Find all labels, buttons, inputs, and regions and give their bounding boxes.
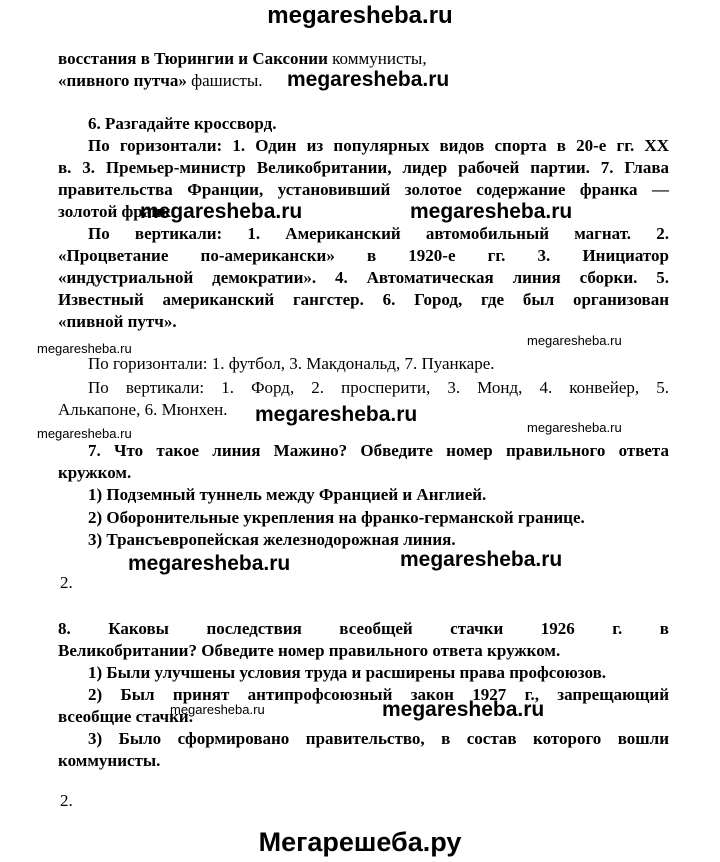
intro-line-2 bbox=[58, 70, 263, 92]
watermark-small-5: megaresheba.ru bbox=[170, 702, 265, 717]
task6-horizontal-line-2: в. 3. Премьер-министр Великобритании, лидер рабочей партии. 7. Глава bbox=[58, 158, 669, 177]
watermark-small-2: megaresheba.ru bbox=[37, 341, 132, 356]
watermark-small-1: megaresheba.ru bbox=[527, 333, 622, 348]
task8-option-3-line-1: 3) Было сформировано правительство, в состав которого вошли bbox=[88, 729, 669, 748]
task8-option-2-line-2: всеобщие стачки. bbox=[58, 707, 193, 726]
watermark-5: megaresheba.ru bbox=[128, 552, 291, 575]
task8-option-3 bbox=[58, 728, 669, 772]
task8-question-line-2: Великобритании? Обведите номер правильного ответа кружком. bbox=[58, 641, 561, 660]
task6-answer-horizontal: По горизонтали: 1. футбол, 3. Макдональд, 7. Пуанкаре. bbox=[88, 354, 495, 373]
footer-watermark: Мегарешеба.ру bbox=[258, 827, 462, 857]
task6-vertical bbox=[58, 223, 669, 333]
task8-question bbox=[58, 618, 669, 662]
watermark-6: megaresheba.ru bbox=[400, 548, 563, 571]
intro-line-1-rest: коммунисты, bbox=[327, 49, 427, 68]
watermark-4: megaresheba.ru bbox=[255, 403, 418, 426]
task7-option-2: 2) Оборонительные укрепления на франко-германской границе. bbox=[88, 508, 585, 527]
task8-question-line-1: 8. Каковы последствия всеобщей стачки 1926 г. в bbox=[58, 619, 669, 638]
intro-line-1-bold: восстания в Тюрингии и Саксонии bbox=[58, 49, 328, 68]
watermark-1: megaresheba.ru bbox=[287, 68, 450, 91]
task8-option-1: 1) Были улучшены условия труда и расширены права профсоюзов. bbox=[88, 663, 607, 682]
task7-question-line-1: 7. Что такое линия Мажино? Обведите номер правильного ответа bbox=[88, 441, 669, 460]
task7-question-line-2: кружком. bbox=[58, 463, 132, 482]
task6-vertical-line-1: По вертикали: 1. Американский автомобильный магнат. 2. bbox=[88, 224, 669, 243]
task8-option-2 bbox=[58, 684, 669, 728]
task7-option-1: 1) Подземный туннель между Францией и Англией. bbox=[88, 485, 487, 504]
task7-question bbox=[58, 440, 669, 484]
task6-horizontal-line-1: По горизонтали: 1. Один из популярных видов спорта в 20-е гг. XX bbox=[88, 136, 669, 155]
task8-option-3-line-2: коммунисты. bbox=[58, 751, 161, 770]
watermark-small-4: megaresheba.ru bbox=[527, 420, 622, 435]
task6-vertical-line-4: Известный американский гангстер. 6. Город, где был организован bbox=[58, 290, 669, 309]
task6-vertical-line-2: «Процветание по-американски» в 1920-е гг. 3. Инициатор bbox=[58, 246, 669, 265]
watermark-2: megaresheba.ru bbox=[140, 200, 303, 223]
intro-line-2-rest: фашисты. bbox=[186, 71, 263, 90]
intro-line-1 bbox=[58, 48, 427, 70]
task8-option-2-line-1: 2) Был принят антипрофсоюзный закон 1927 г., запрещающий bbox=[88, 685, 669, 704]
task6-vertical-line-3: «индустриальной демократии». 4. Автоматическая линия сборки. 5. bbox=[58, 268, 669, 287]
task8-answer: 2. bbox=[60, 791, 73, 810]
task6-horizontal-line-3: правительства Франции, установивший золотое содержание франка — bbox=[58, 180, 669, 199]
task6-vertical-line-5: «пивной путч». bbox=[58, 312, 177, 331]
watermark-small-3: megaresheba.ru bbox=[37, 426, 132, 441]
intro-line-2-bold: «пивного путча» bbox=[58, 71, 187, 90]
header-watermark: megaresheba.ru bbox=[267, 2, 453, 29]
task6-answer-vertical-line-1: По вертикали: 1. Форд, 2. просперити, 3. Монд, 4. конвейер, 5. bbox=[88, 378, 669, 397]
task6-horizontal-line-4: золотой франк. bbox=[58, 202, 176, 221]
task6-answer-vertical-line-2: Алькапоне, 6. Мюнхен. bbox=[58, 400, 228, 419]
task7-option-3: 3) Трансъевропейская железнодорожная линия. bbox=[88, 530, 456, 549]
watermark-7: megaresheba.ru bbox=[382, 698, 545, 721]
task6-title: 6. Разгадайте кроссворд. bbox=[88, 114, 277, 133]
watermark-3: megaresheba.ru bbox=[410, 200, 573, 223]
task7-answer: 2. bbox=[60, 573, 73, 592]
